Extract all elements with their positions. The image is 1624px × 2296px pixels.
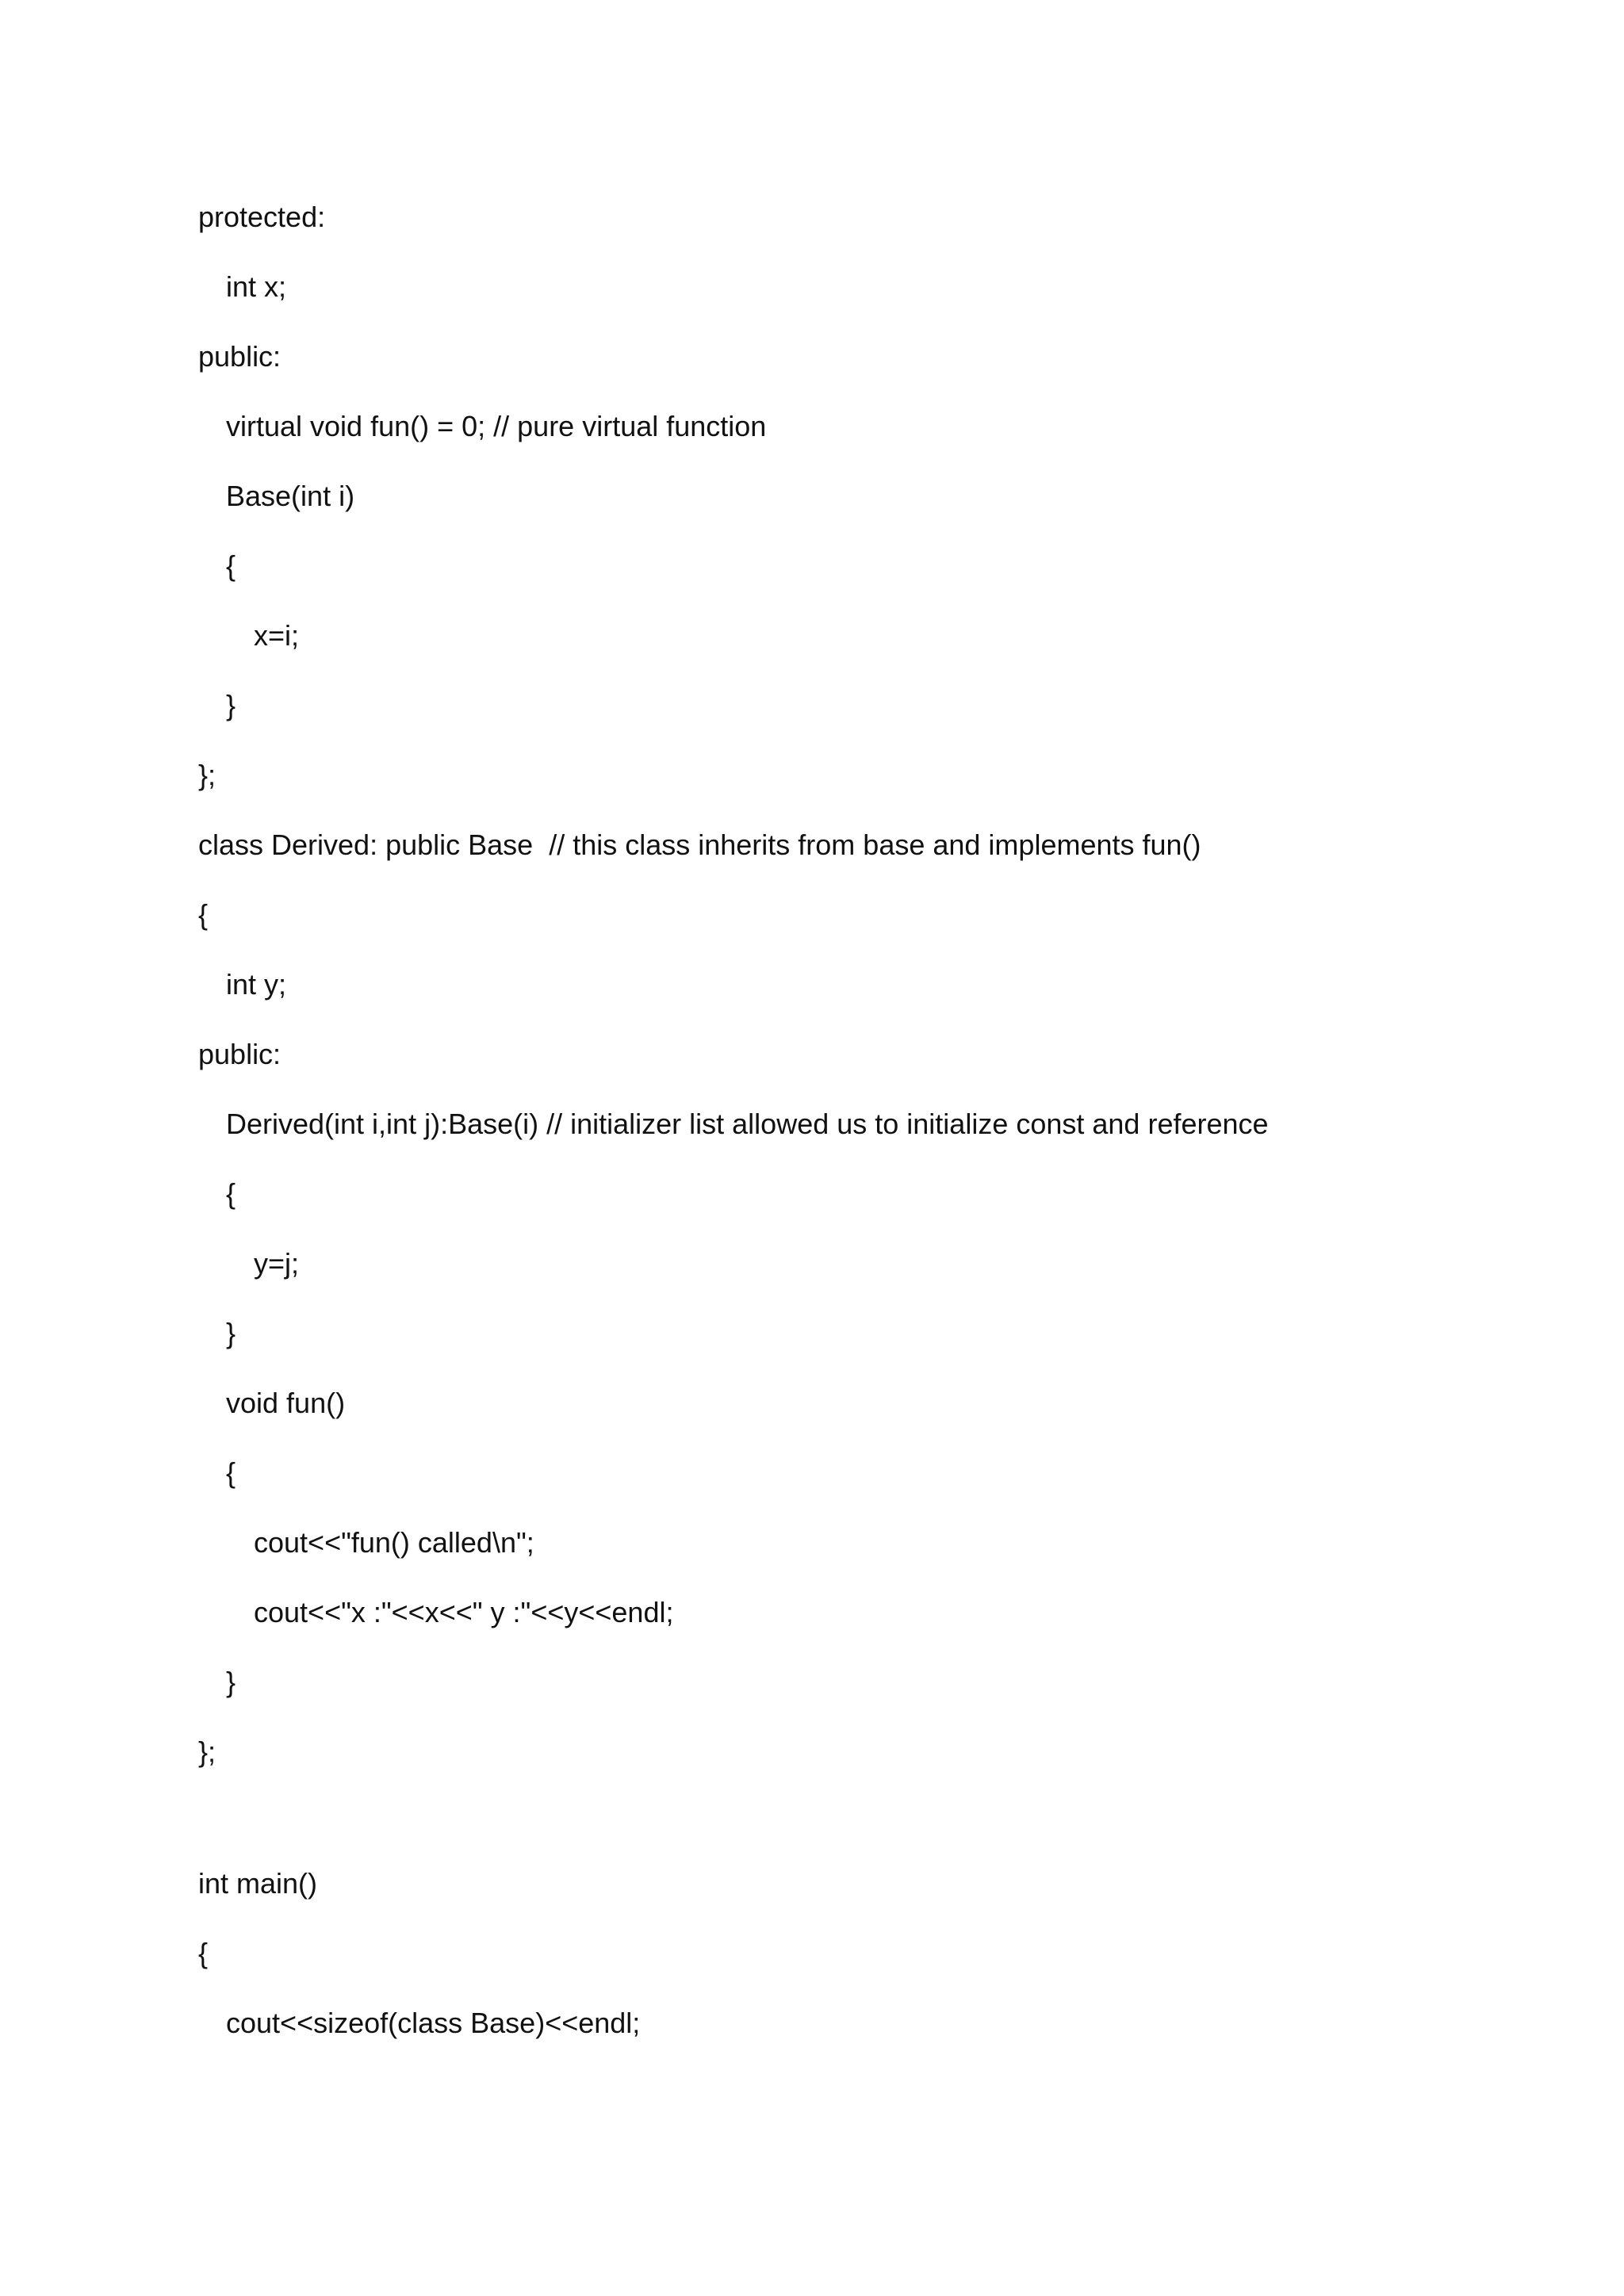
code-line: int main() xyxy=(198,1867,318,1900)
code-line: void fun() xyxy=(226,1387,346,1419)
code-line: x=i; xyxy=(254,619,300,652)
code-line: cout<<"fun() called\n"; xyxy=(254,1526,534,1559)
blank-line xyxy=(198,1800,1546,1862)
code-line: } xyxy=(226,1317,236,1349)
code-line: Base(int i) xyxy=(226,480,355,512)
code-line: protected: xyxy=(198,201,326,233)
code-line: class Derived: public Base // this class inherits from base and implements fun() xyxy=(198,828,1201,861)
code-line: } xyxy=(226,1666,236,1698)
code-line: cout<<sizeof(class Base)<<endl; xyxy=(226,2007,641,2039)
code-line: }; xyxy=(198,759,216,791)
code-line: } xyxy=(226,689,236,721)
code-line: Derived(int i,int j):Base(i) // initializer list allowed us to initialize const and reference xyxy=(226,1108,1269,1140)
code-line: cout<<"x :"<<x<<" y :"<<y<<endl; xyxy=(254,1596,674,1628)
code-line: y=j; xyxy=(254,1247,300,1280)
code-line: int x; xyxy=(226,270,287,303)
code-line: { xyxy=(226,1177,236,1210)
code-line: public: xyxy=(198,1038,282,1070)
code-line: }; xyxy=(198,1735,216,1768)
code-line: virtual void fun() = 0; // pure virtual function xyxy=(226,410,767,442)
code-line: { xyxy=(198,1937,209,1969)
code-listing xyxy=(198,195,1546,2071)
code-line: { xyxy=(226,549,236,582)
code-line: { xyxy=(198,898,209,931)
code-line: int y; xyxy=(226,968,287,1001)
code-line: { xyxy=(226,1456,236,1489)
code-line: public: xyxy=(198,340,282,373)
